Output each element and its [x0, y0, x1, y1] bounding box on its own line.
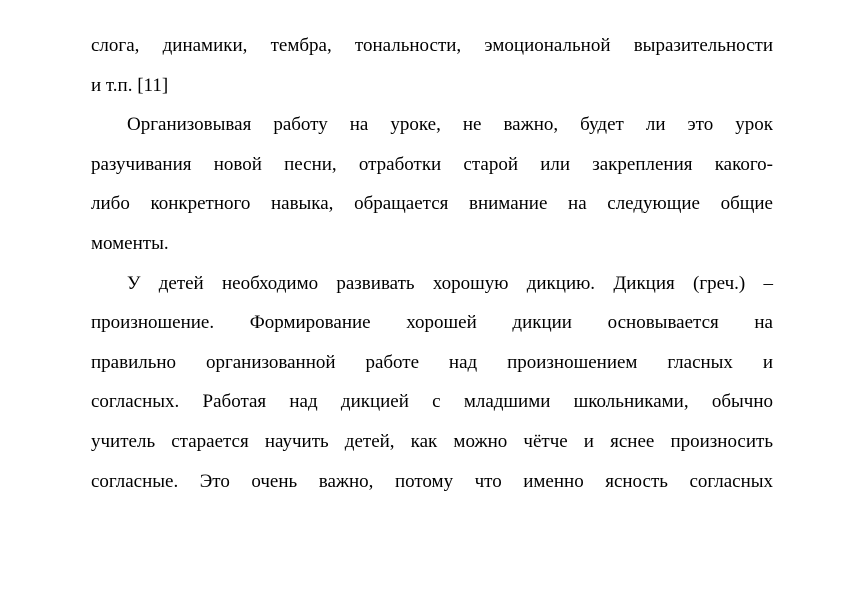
paragraph-first-line: Организовывая работу на уроке, не важно, будет ли это урок [127, 114, 773, 136]
text-line: разучивания новой песни, отработки старой или закрепления какого- [91, 153, 773, 175]
text-line: либо конкретного навыка, обращается внимание на следующие общие [91, 193, 773, 215]
text-line: слога, динамики, тембра, тональности, эмоциональной выразительности [91, 35, 773, 56]
text-line: согласные. Это очень важно, потому что именно ясность согласных [91, 470, 773, 492]
text-line: правильно организованной работе над произношением гласных и [91, 351, 773, 373]
document-body [91, 26, 773, 501]
text-line: и т.п. [11] [91, 74, 169, 96]
paragraph-first-line: У детей необходимо развивать хорошую дикцию. Дикция (греч.) – [127, 272, 773, 294]
text-line: произношение. Формирование хорошей дикции основывается на [91, 312, 773, 334]
text-line: согласных. Работая над дикцией с младшими школьниками, обычно [91, 391, 773, 413]
text-line: моменты. [91, 232, 169, 254]
text-line: учитель старается научить детей, как можно чётче и яснее произносить [91, 430, 773, 452]
